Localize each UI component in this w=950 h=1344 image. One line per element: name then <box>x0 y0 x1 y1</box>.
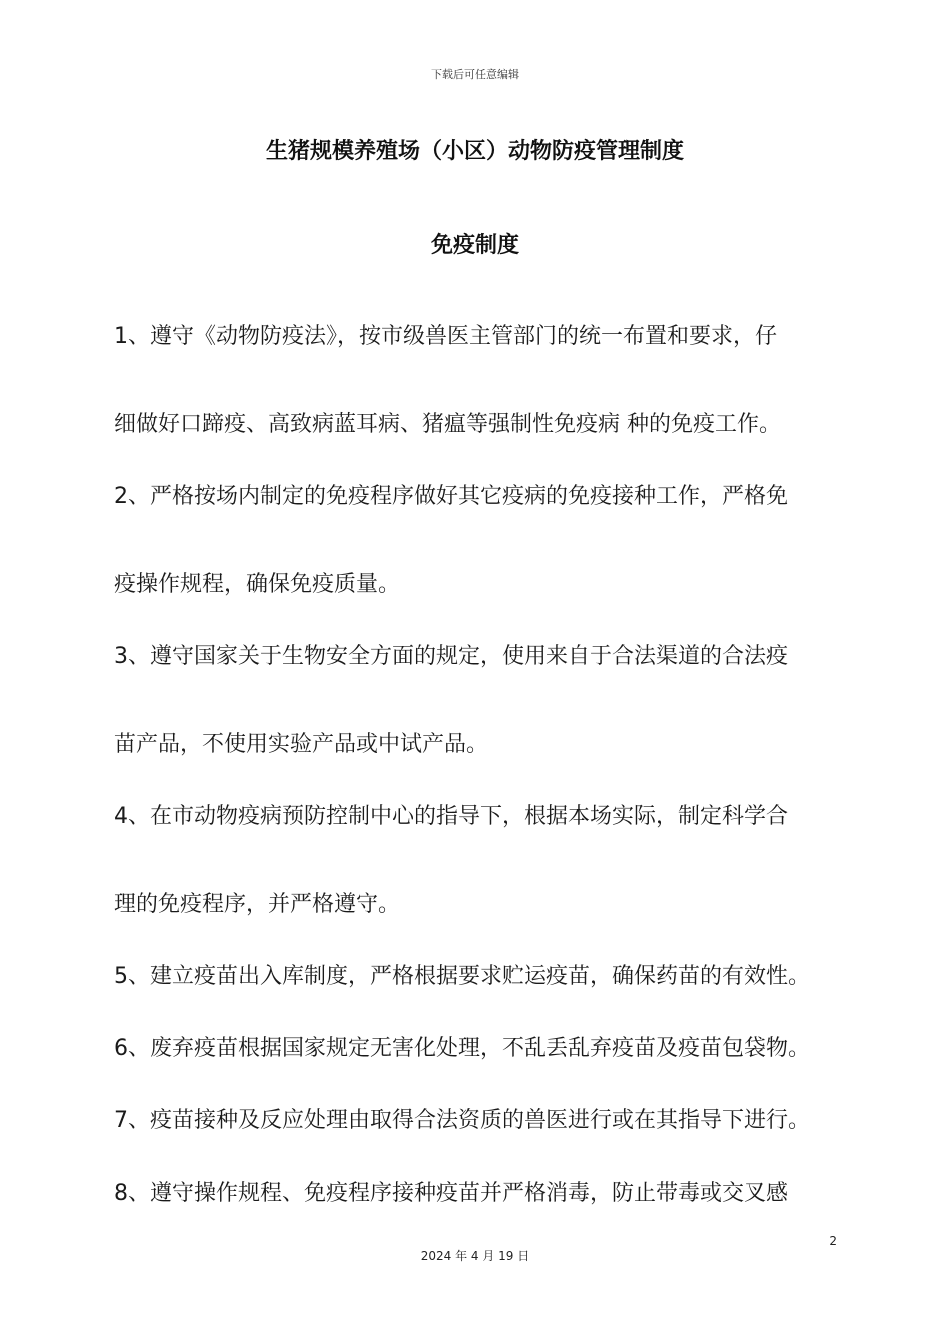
page-footer-date: 2024 年 4 月 19 日 <box>420 1249 530 1263</box>
body-line: 3、遵守国家关于生物安全方面的规定，使用来自于合法渠道的合法疫 <box>114 644 788 669</box>
body-line: 细做好口蹄疫、高致病蓝耳病、猪瘟等强制性免疫病 种的免疫工作。 <box>114 412 781 437</box>
body-line: 理的免疫程序，并严格遵守。 <box>114 892 401 917</box>
page-header-note: 下载后可任意编辑 <box>431 68 519 81</box>
body-line: 1、遵守《动物防疫法》，按市级兽医主管部门的统一布置和要求，仔 <box>114 324 777 349</box>
body-line: 2、严格按场内制定的免疫程序做好其它疫病的免疫接种工作，严格免 <box>114 484 788 509</box>
document-title: 生猪规模养殖场（小区）动物防疫管理制度 <box>265 139 684 164</box>
page-number: 2 <box>829 1234 837 1248</box>
body-line: 8、遵守操作规程、免疫程序接种疫苗并严格消毒，防止带毒或交叉感 <box>114 1181 788 1206</box>
body-line: 4、在市动物疫病预防控制中心的指导下，根据本场实际，制定科学合 <box>114 804 788 829</box>
body-line: 疫操作规程，确保免疫质量。 <box>114 572 401 597</box>
body-line: 7、疫苗接种及反应处理由取得合法资质的兽医进行或在其指导下进行。 <box>114 1108 810 1133</box>
body-line: 苗产品，不使用实验产品或中试产品。 <box>114 732 489 757</box>
section-title: 免疫制度 <box>430 233 519 258</box>
body-line: 5、建立疫苗出入库制度，严格根据要求贮运疫苗，确保药苗的有效性。 <box>114 964 810 989</box>
body-line: 6、废弃疫苗根据国家规定无害化处理，不乱丢乱弃疫苗及疫苗包袋物。 <box>114 1036 810 1061</box>
